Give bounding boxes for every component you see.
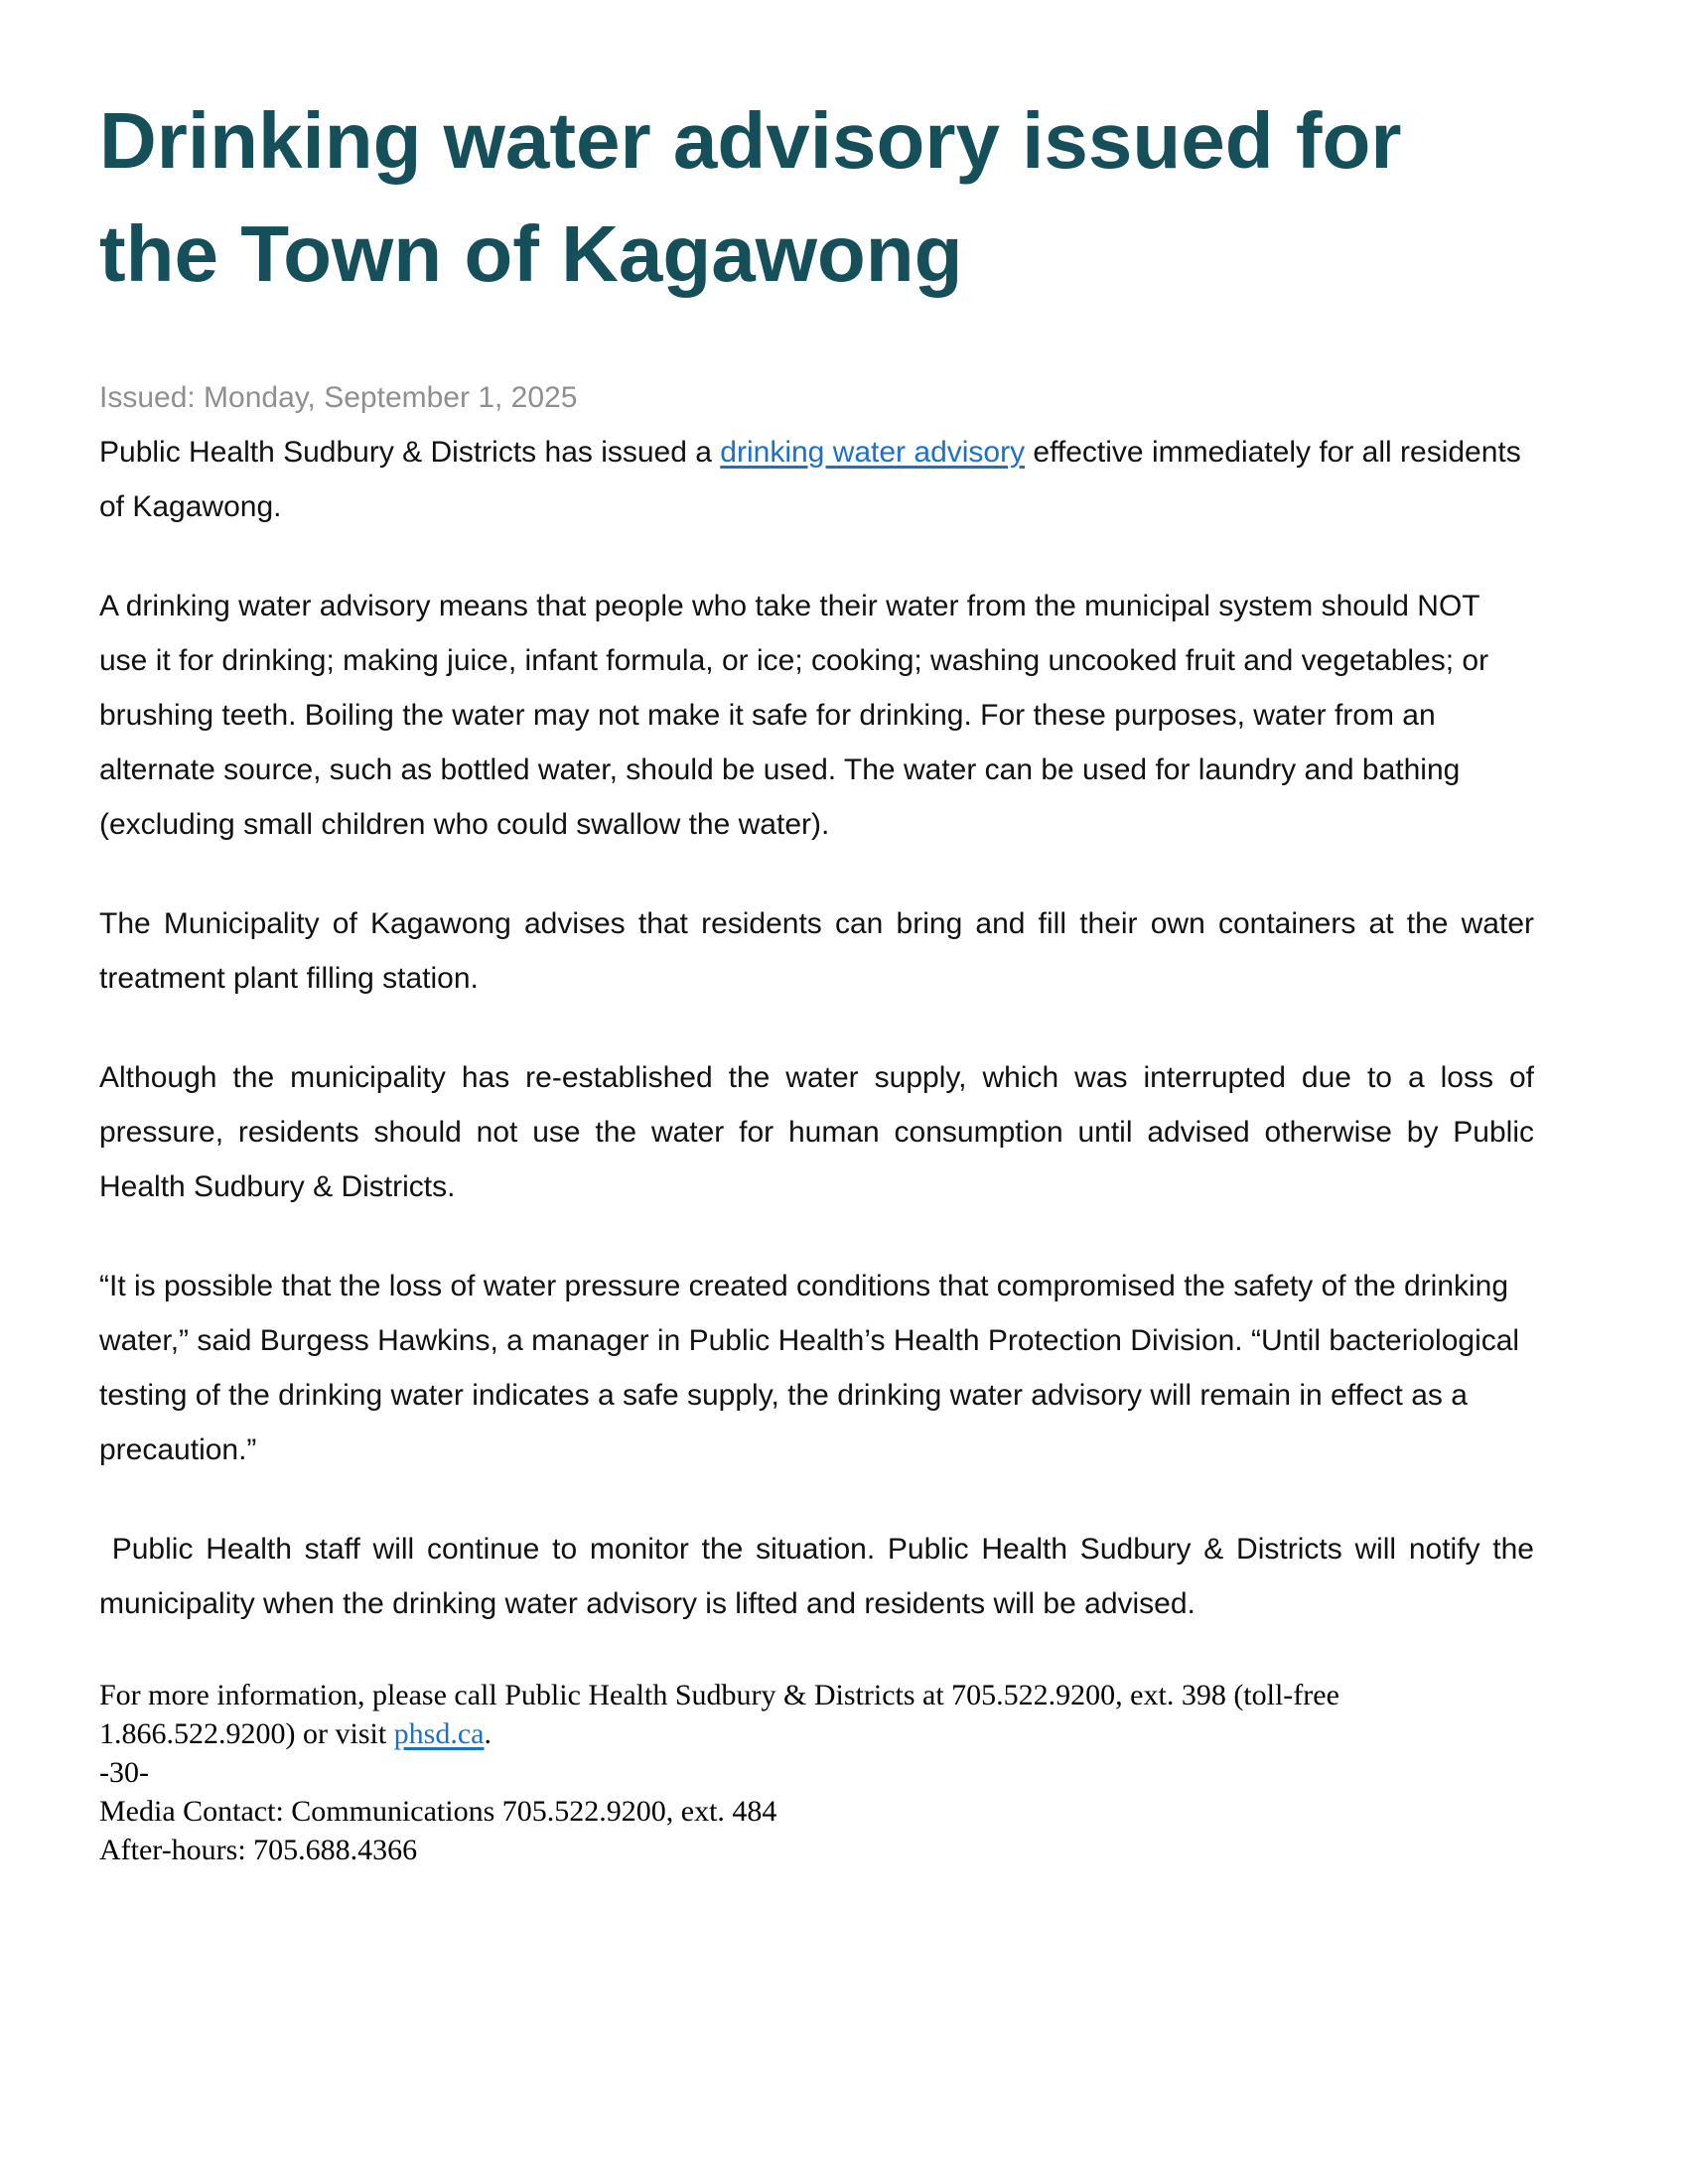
body-paragraph-monitoring: Public Health staff will continue to monitor the situation. Public Health Sudbury & Districts will notify the municipality when the drinking water advisory is lifted and residents will be advised. (99, 1533, 1534, 1620)
page-title-line1: Drinking water advisory issued for (99, 96, 1402, 185)
lead-text-after-link: effective immediately for all residents of Kagawong. (99, 436, 1521, 523)
after-hours-line: After-hours: 705.688.4366 (99, 1834, 418, 1866)
footer-contact-block (99, 1676, 1534, 1869)
lead-text-before-link: Public Health Sudbury & Districts has issued a (99, 436, 721, 469)
phsd-link[interactable]: phsd.ca (393, 1717, 485, 1750)
issued-date: Issued: Monday, September 1, 2025 (99, 381, 578, 414)
page-title (99, 84, 1534, 311)
more-info-text-after-link: . (484, 1717, 492, 1750)
drinking-water-advisory-link[interactable]: drinking water advisory (720, 436, 1026, 469)
more-info-paragraph (99, 1676, 1534, 1753)
body-paragraph-supply-reestablished: Although the municipality has re-established the water supply, which was interrupted due to a loss of pressure, residents should not use the water for human consumption until advised otherwise by Public Health Sudbury & Districts. (99, 1061, 1534, 1203)
body-paragraph-quote: “It is possible that the loss of water pressure created conditions that compromised the safety of the drinking water,” said Burgess Hawkins, a manager in Public Health’s Health Protection Division. “Until bacteriological testing of the drinking water indicates a safe supply, the drinking water advisory will remain in effect as a precaution.” (99, 1270, 1520, 1466)
more-info-text-before-link: For more information, please call Public Health Sudbury & Districts at 705.522.9200, ext. 398 (toll-free 1.866.522.9200) or visit (99, 1679, 1339, 1750)
end-mark: -30- (99, 1756, 149, 1789)
media-contact-line: Media Contact: Communications 705.522.9200, ext. 484 (99, 1795, 777, 1828)
lead-paragraph (99, 425, 1534, 534)
body-paragraph-advisory-meaning: A drinking water advisory means that people who take their water from the municipal system should NOT use it for drinking; making juice, infant formula, or ice; cooking; washing uncooked fruit and vegetables; or brushing teeth. Boiling the water may not make it safe for drinking. For these purposes, water from an alternate source, such as bottled water, should be used. The water can be used for laundry and bathing (excluding small children who could swallow the water). (99, 590, 1489, 841)
body-paragraph-filling-station: The Municipality of Kagawong advises that residents can bring and fill their own containers at the water treatment plant filling station. (99, 907, 1534, 995)
page-title-line2: the Town of Kagawong (99, 209, 963, 298)
